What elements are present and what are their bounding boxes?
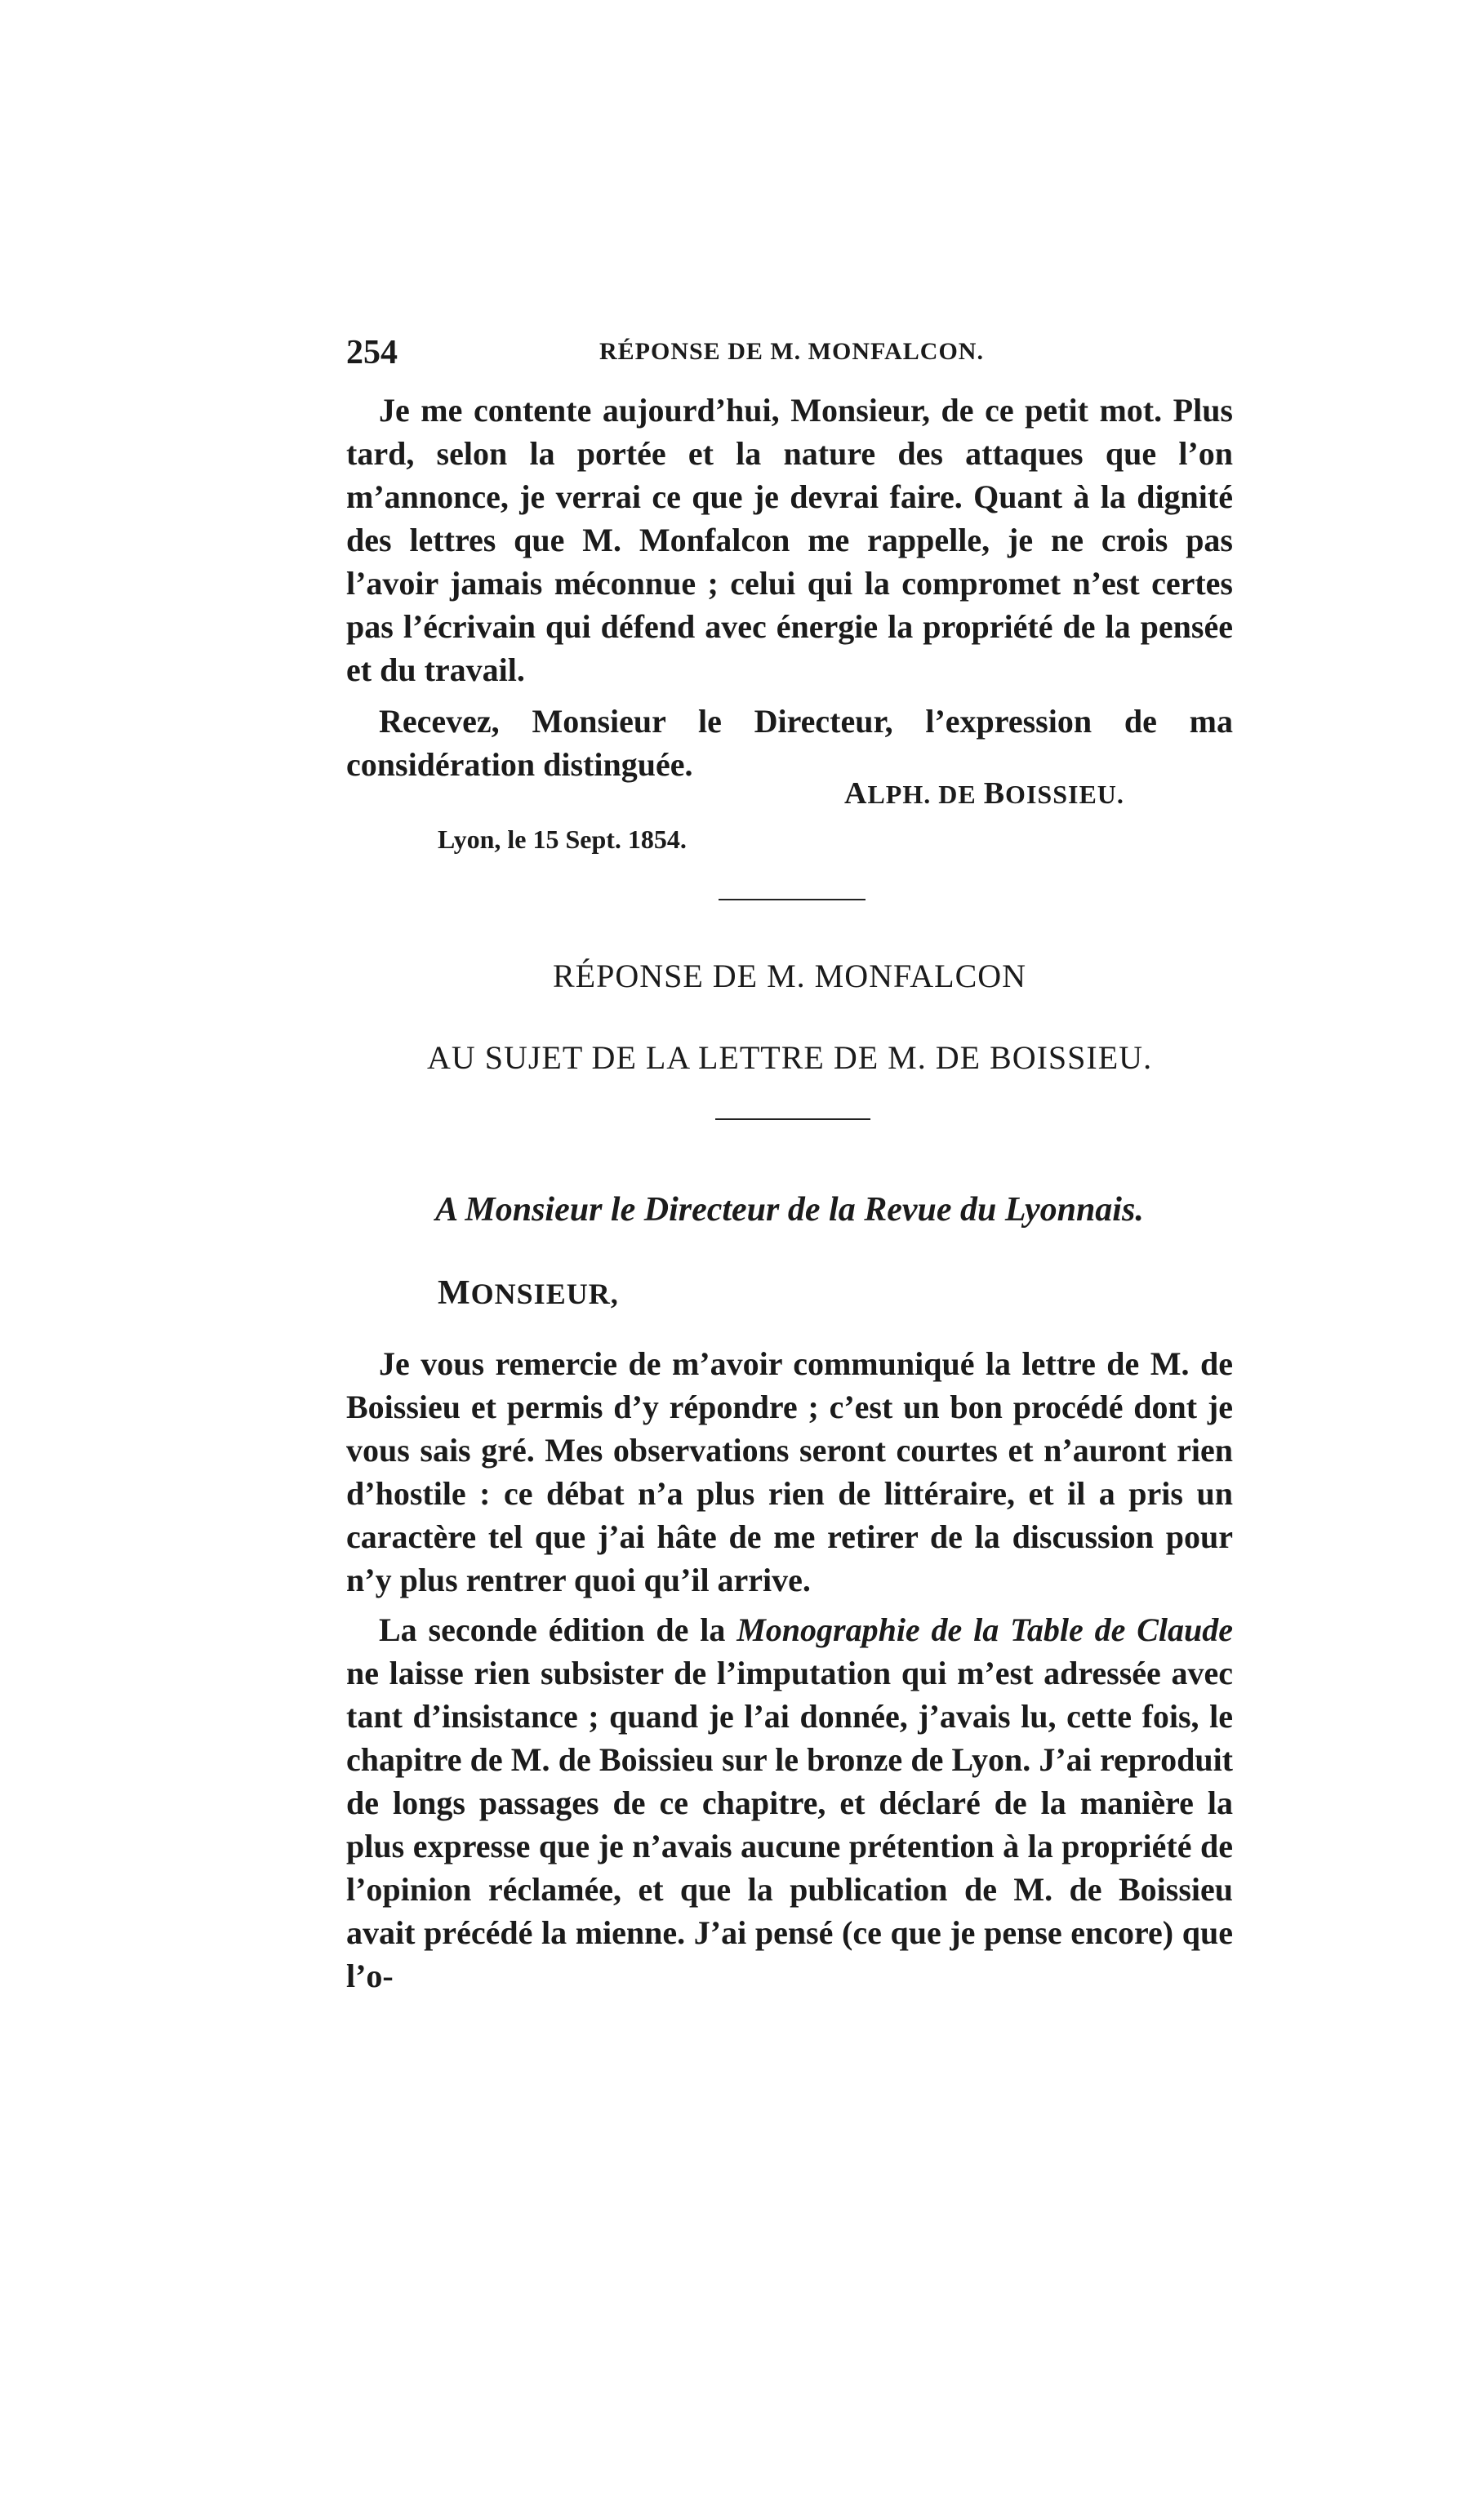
reply-paragraph: Je vous remercie de m’avoir communiqué la lettre de M. de Boissieu et permis d’y répondre ; c’est un bon procédé dont je vous sais gré. Mes observations seront courtes et n’auront rien d’hostile : ce débat n’a plus rien de littéraire, et il a pris un caractère tel que j’ai hâte de me retirer de la discussion pour n’y plus rentrer quoi qu’il arrive.	[346, 1345, 1233, 1598]
letter-closing-paragraph: Recevez, Monsieur le Directeur, l’expression de ma considération distinguée.	[346, 703, 1233, 783]
reply-heading: RÉPONSE DE M. MONFALCON	[552, 958, 1027, 994]
salutation: MONSIEUR,	[438, 1274, 619, 1312]
heading-divider	[715, 1118, 870, 1120]
page-number: 254	[346, 334, 398, 371]
running-header	[346, 333, 1233, 382]
reply-paragraph: La seconde édition de la Monographie de la Table de Claude ne laisse rien subsister de l’imputation qui m’est adressée avec tant d’insistance ; quand je l’ai donnée, j’avais lu, cette fois, le chapitre de M. de Boissieu sur le bronze de Lyon. J’ai reproduit de longs passages de ce chapitre, et déclaré de la manière la plus expresse que je n’avais aucune prétention à la propriété de l’opinion réclamée, et que la publication de M. de Boissieu avait précédé la mienne. J’ai pensé (ce que je pense encore) que l’o-	[346, 1611, 1233, 1994]
reply-body	[346, 1342, 1233, 1998]
work-title: Monographie de la Table de Claude	[736, 1611, 1233, 1648]
address-line: A Monsieur le Directeur de la Revue du Lyonnais.	[435, 1191, 1144, 1229]
running-title: RÉPONSE DE M. MONFALCON.	[599, 338, 984, 365]
letter-paragraph: Je me contente aujourd’hui, Monsieur, de ce petit mot. Plus tard, selon la portée et la nature des attaques que l’on m’annonce, je verrai ce que je devrai faire. Quant à la dignité des lettres que M. Monfalcon me rappelle, je ne crois pas l’avoir jamais méconnue ; celui qui la compromet n’est certes pas l’écrivain qui défend avec énergie la propriété de la pensée et du travail.	[346, 392, 1233, 688]
letter-body	[346, 389, 1233, 786]
reply-subheading: AU SUJET DE LA LETTRE DE M. DE BOISSIEU.	[426, 1039, 1153, 1076]
section-divider	[719, 899, 866, 900]
signature: ALPH. DE BOISSIEU.	[844, 776, 1124, 811]
dateline: Lyon, le 15 Sept. 1854.	[438, 824, 687, 854]
